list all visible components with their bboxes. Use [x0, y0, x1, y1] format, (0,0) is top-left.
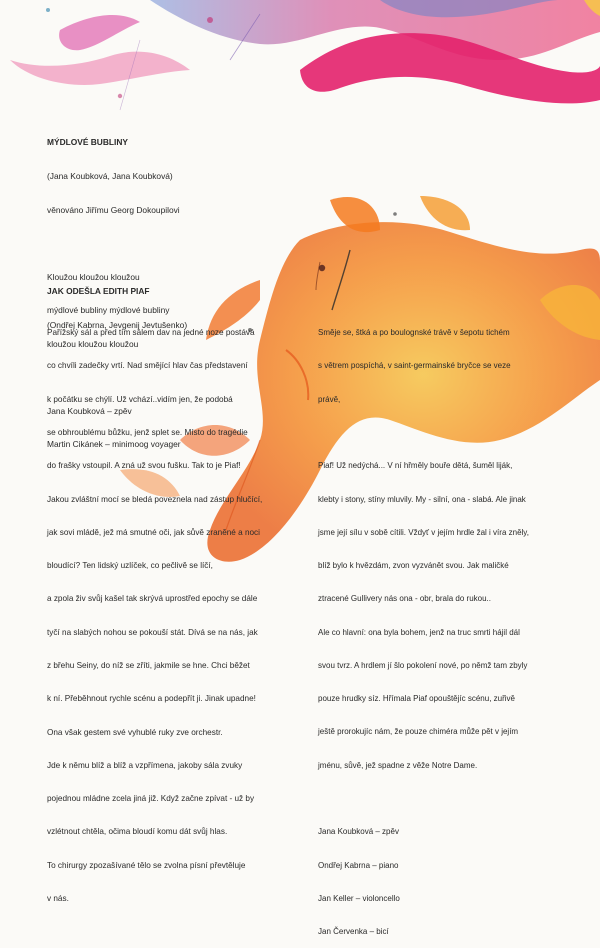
song2-credit: Jan Keller – violoncello	[318, 893, 400, 903]
top-splash	[0, 0, 600, 110]
song2-credit: Ondřej Kabrna – piano	[318, 860, 399, 870]
lyric-line: Jakou zvláštní mocí se bledá poveznela nad zástup hlučící,	[47, 494, 263, 504]
lyric-line: k počátku se chýlí. Už vchází..vidím jen, že podobá	[47, 394, 233, 404]
lyric-line: jménu, sůvě, jež spadne z věže Notre Dame.	[318, 760, 478, 770]
lyric-line: Ona však gestem své vyhublé ruky zve orchestr.	[47, 727, 223, 737]
song2-lyrics-right	[318, 305, 529, 948]
lyric-line: tyčí na slabých nohou se pokouší stát. Dívá se na nás, jak	[47, 627, 258, 637]
lyric-line: Piaf! Už nedýchá... V ní hřměly bouře dětá, šuměl liják,	[318, 461, 513, 471]
lyric-line: blíž bylo k hvězdám, zvon vyzvánět svou. Jak maličké	[318, 561, 509, 571]
lyric-line: Ale co hlavní: ona byla bohem, jenž na truc smrti hájil dál	[318, 627, 520, 637]
lyric-line: co chvíli zadečky vrtí. Nad smějící hlav čas představení	[47, 361, 248, 371]
lyric-line: právě,	[318, 394, 341, 404]
lyric-line: a zpola živ svůj kašel tak skrývá uprostřed epochy se dále	[47, 594, 258, 604]
song1-lyric-line: mýdlové bubliny mýdlové bubliny	[47, 305, 170, 316]
lyric-line: se obhroublému bůžku, jenž splet se. Místo do tragédie	[47, 428, 248, 438]
lyric-line: Směje se, štká a po boulognské trávě v šepotu tichém	[318, 328, 510, 338]
song1-authors: (Jana Koubková, Jana Koubková)	[47, 171, 173, 182]
song1-title: MÝDLOVÉ BUBLINY	[47, 137, 128, 148]
lyric-line: Pařížský sál a před tím sálem dav na jedné noze postává	[47, 328, 255, 338]
lyric-line: klebty i stony, stíny mluvily. My - silní, ona - slabá. Ale jinak	[318, 494, 526, 504]
lyric-line: v nás.	[47, 893, 69, 903]
lyric-line: pouze hrudky síz. Hřímala Piaf opouštějíc scénu, zuřivě	[318, 694, 515, 704]
song1-dedication: věnováno Jiřímu Georg Dokoupilovi	[47, 204, 180, 215]
lyric-line: bloudící? Ten lidský uzlíček, co pečlivě se líčí,	[47, 561, 213, 571]
lyric-line: k ní. Přeběhnout rychle scénu a podepřít ji. Jinak upadne!	[47, 694, 256, 704]
song2-authors: (Ondřej Kabrna, Jevgenij Jevtušenko)	[47, 320, 188, 331]
song2-title: JAK ODEŠLA EDITH PIAF	[47, 286, 150, 297]
lyric-line: vzlétnout chtěla, očima bloudí komu dát svůj hlas.	[47, 827, 228, 837]
song1-lyric-line: kloužou kloužou kloužou	[47, 338, 139, 349]
lyric-line: Jde k němu blíž a blíž a vzpřímena, jakoby sála zvuky	[47, 760, 243, 770]
lyric-line: svou tvrz. A hrdlem jí šlo pokolení nové, po němž tam zbyly	[318, 660, 528, 670]
song2-lyrics-left	[47, 305, 262, 915]
song2-credit: Jan Červenka – bicí	[318, 927, 389, 937]
lyric-line: do frašky vstoupil. A zná už svou fušku. Tak to je Piaf!	[47, 461, 241, 471]
song1-credit: Martin Cikánek – minimoog voyager	[47, 439, 181, 450]
lyric-line: jsme její sílu v sobě cítili. Vždyť v jejím hrdle žal i víra zněly,	[318, 527, 529, 537]
lyric-line: s větrem pospíchá, v saint-germainské bryčce se veze	[318, 361, 511, 371]
lyric-line: ztracené Gullivery nás ona - obr, brala do rukou..	[318, 594, 491, 604]
song1-lyric-line: Kloužou kloužou kloužou	[47, 271, 140, 282]
song2-credit: Jana Koubková – zpěv	[318, 827, 399, 837]
lyric-line: jak sovi mládě, jež má smutné oči, jak sůvě zraněné a noci	[47, 527, 260, 537]
lyric-line: pojednou mládne zcela jiná již. Když začne zpívat - už by	[47, 794, 255, 804]
song1-credit: Jana Koubková – zpěv	[47, 405, 132, 416]
lyric-line: To chirurgy zpozašívané tělo se zvolna písní převtěluje	[47, 860, 246, 870]
lyric-line: z břehu Seiny, do níž se zříti, jakmile se hne. Chci běžet	[47, 661, 250, 670]
lyric-line: ještě prorokujíc nám, že pouze chiméra může pět v jejím	[318, 727, 519, 737]
